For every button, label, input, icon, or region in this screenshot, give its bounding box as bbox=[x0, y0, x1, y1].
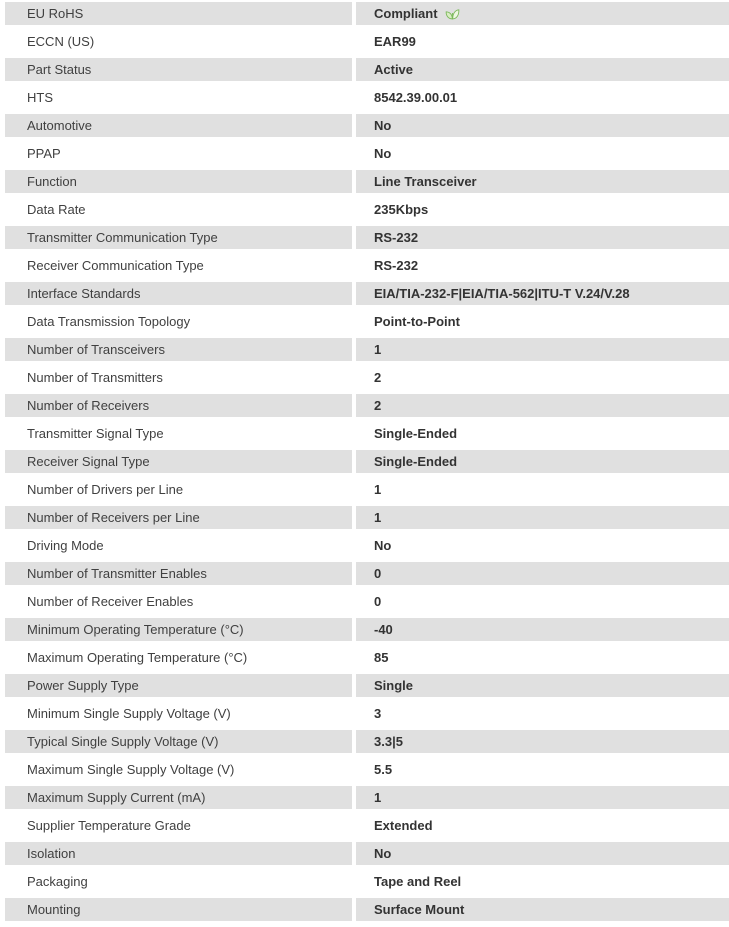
spec-label: Automotive bbox=[27, 118, 93, 133]
spec-label: Transmitter Communication Type bbox=[27, 230, 218, 245]
spec-value: Surface Mount bbox=[374, 902, 465, 917]
spec-label: Typical Single Supply Voltage (V) bbox=[27, 734, 219, 749]
spec-value: 0 bbox=[374, 594, 382, 609]
spec-value: RS-232 bbox=[374, 258, 419, 273]
spec-label: Minimum Operating Temperature (°C) bbox=[27, 622, 244, 637]
spec-value: 0 bbox=[374, 566, 382, 581]
spec-label: Part Status bbox=[27, 62, 92, 77]
spec-value: Point-to-Point bbox=[374, 314, 460, 329]
spec-value: Single-Ended bbox=[374, 454, 458, 469]
spec-label: Number of Transmitters bbox=[27, 370, 163, 385]
spec-label: EU RoHS bbox=[27, 6, 84, 21]
spec-value: 5.5 bbox=[374, 762, 393, 777]
spec-row bbox=[5, 142, 729, 165]
spec-row bbox=[5, 730, 729, 753]
spec-row bbox=[5, 534, 729, 557]
spec-label: Transmitter Signal Type bbox=[27, 426, 164, 441]
spec-row bbox=[5, 30, 729, 53]
spec-value: 1 bbox=[374, 510, 382, 525]
spec-row bbox=[5, 86, 729, 109]
spec-value: 3.3|5 bbox=[374, 734, 403, 749]
leaf-icon bbox=[445, 7, 460, 20]
spec-row bbox=[5, 394, 729, 417]
spec-value: -40 bbox=[374, 622, 393, 637]
spec-row bbox=[5, 2, 729, 25]
spec-value: No bbox=[374, 118, 392, 133]
spec-value: 1 bbox=[374, 790, 382, 805]
spec-value: No bbox=[374, 538, 392, 553]
spec-label: Packaging bbox=[27, 874, 88, 889]
spec-value: 8542.39.00.01 bbox=[374, 90, 458, 105]
spec-label: Minimum Single Supply Voltage (V) bbox=[27, 706, 231, 721]
spec-label: Power Supply Type bbox=[27, 678, 139, 693]
spec-row bbox=[5, 814, 729, 837]
spec-value: No bbox=[374, 146, 392, 161]
spec-row bbox=[5, 478, 729, 501]
spec-row bbox=[5, 646, 729, 669]
spec-label: Mounting bbox=[27, 902, 81, 917]
spec-row bbox=[5, 674, 729, 697]
spec-row bbox=[5, 506, 729, 529]
spec-label: Number of Receivers bbox=[27, 398, 150, 413]
spec-row bbox=[5, 114, 729, 137]
spec-label: Maximum Single Supply Voltage (V) bbox=[27, 762, 235, 777]
spec-label: Data Transmission Topology bbox=[27, 314, 191, 329]
spec-row bbox=[5, 786, 729, 809]
spec-row bbox=[5, 226, 729, 249]
spec-row bbox=[5, 562, 729, 585]
spec-label: PPAP bbox=[27, 146, 61, 161]
spec-row bbox=[5, 58, 729, 81]
spec-label: Isolation bbox=[27, 846, 76, 861]
spec-value: Extended bbox=[374, 818, 433, 833]
spec-label: Number of Transmitter Enables bbox=[27, 566, 207, 581]
spec-row bbox=[5, 422, 729, 445]
spec-value: 1 bbox=[374, 482, 382, 497]
spec-row bbox=[5, 758, 729, 781]
spec-value: Single bbox=[374, 678, 414, 693]
spec-label: Function bbox=[27, 174, 77, 189]
spec-row bbox=[5, 282, 729, 305]
spec-label: Receiver Communication Type bbox=[27, 258, 204, 273]
spec-value: EIA/TIA-232-F|EIA/TIA-562|ITU-T V.24/V.28 bbox=[374, 286, 630, 301]
spec-label: Number of Receiver Enables bbox=[27, 594, 194, 609]
spec-row bbox=[5, 870, 729, 893]
spec-value: 235Kbps bbox=[374, 202, 429, 217]
spec-value: Tape and Reel bbox=[374, 874, 462, 889]
spec-value: 2 bbox=[374, 370, 382, 385]
spec-value: No bbox=[374, 846, 392, 861]
spec-row bbox=[5, 590, 729, 613]
spec-row bbox=[5, 450, 729, 473]
spec-label: Data Rate bbox=[27, 202, 86, 217]
spec-value: Compliant bbox=[374, 6, 438, 21]
spec-label: Number of Receivers per Line bbox=[27, 510, 200, 525]
spec-label: Driving Mode bbox=[27, 538, 104, 553]
spec-row bbox=[5, 310, 729, 333]
spec-value: Line Transceiver bbox=[374, 174, 477, 189]
spec-row bbox=[5, 618, 729, 641]
spec-row bbox=[5, 842, 729, 865]
spec-label: Supplier Temperature Grade bbox=[27, 818, 191, 833]
spec-row bbox=[5, 702, 729, 725]
spec-row bbox=[5, 254, 729, 277]
spec-label: ECCN (US) bbox=[27, 34, 95, 49]
spec-value: 1 bbox=[374, 342, 382, 357]
spec-label: Maximum Supply Current (mA) bbox=[27, 790, 206, 805]
spec-row bbox=[5, 170, 729, 193]
spec-value: RS-232 bbox=[374, 230, 419, 245]
spec-row bbox=[5, 338, 729, 361]
spec-row bbox=[5, 898, 729, 921]
spec-label: Maximum Operating Temperature (°C) bbox=[27, 650, 248, 665]
spec-label: HTS bbox=[27, 90, 53, 105]
spec-label: Interface Standards bbox=[27, 286, 141, 301]
spec-label: Receiver Signal Type bbox=[27, 454, 150, 469]
spec-label: Number of Transceivers bbox=[27, 342, 165, 357]
spec-row bbox=[5, 198, 729, 221]
spec-label: Number of Drivers per Line bbox=[27, 482, 184, 497]
spec-row bbox=[5, 366, 729, 389]
spec-value: 3 bbox=[374, 706, 382, 721]
spec-value: EAR99 bbox=[374, 34, 416, 49]
spec-value: 2 bbox=[374, 398, 382, 413]
spec-value: Single-Ended bbox=[374, 426, 458, 441]
spec-value: Active bbox=[374, 62, 414, 77]
spec-value: 85 bbox=[374, 650, 389, 665]
